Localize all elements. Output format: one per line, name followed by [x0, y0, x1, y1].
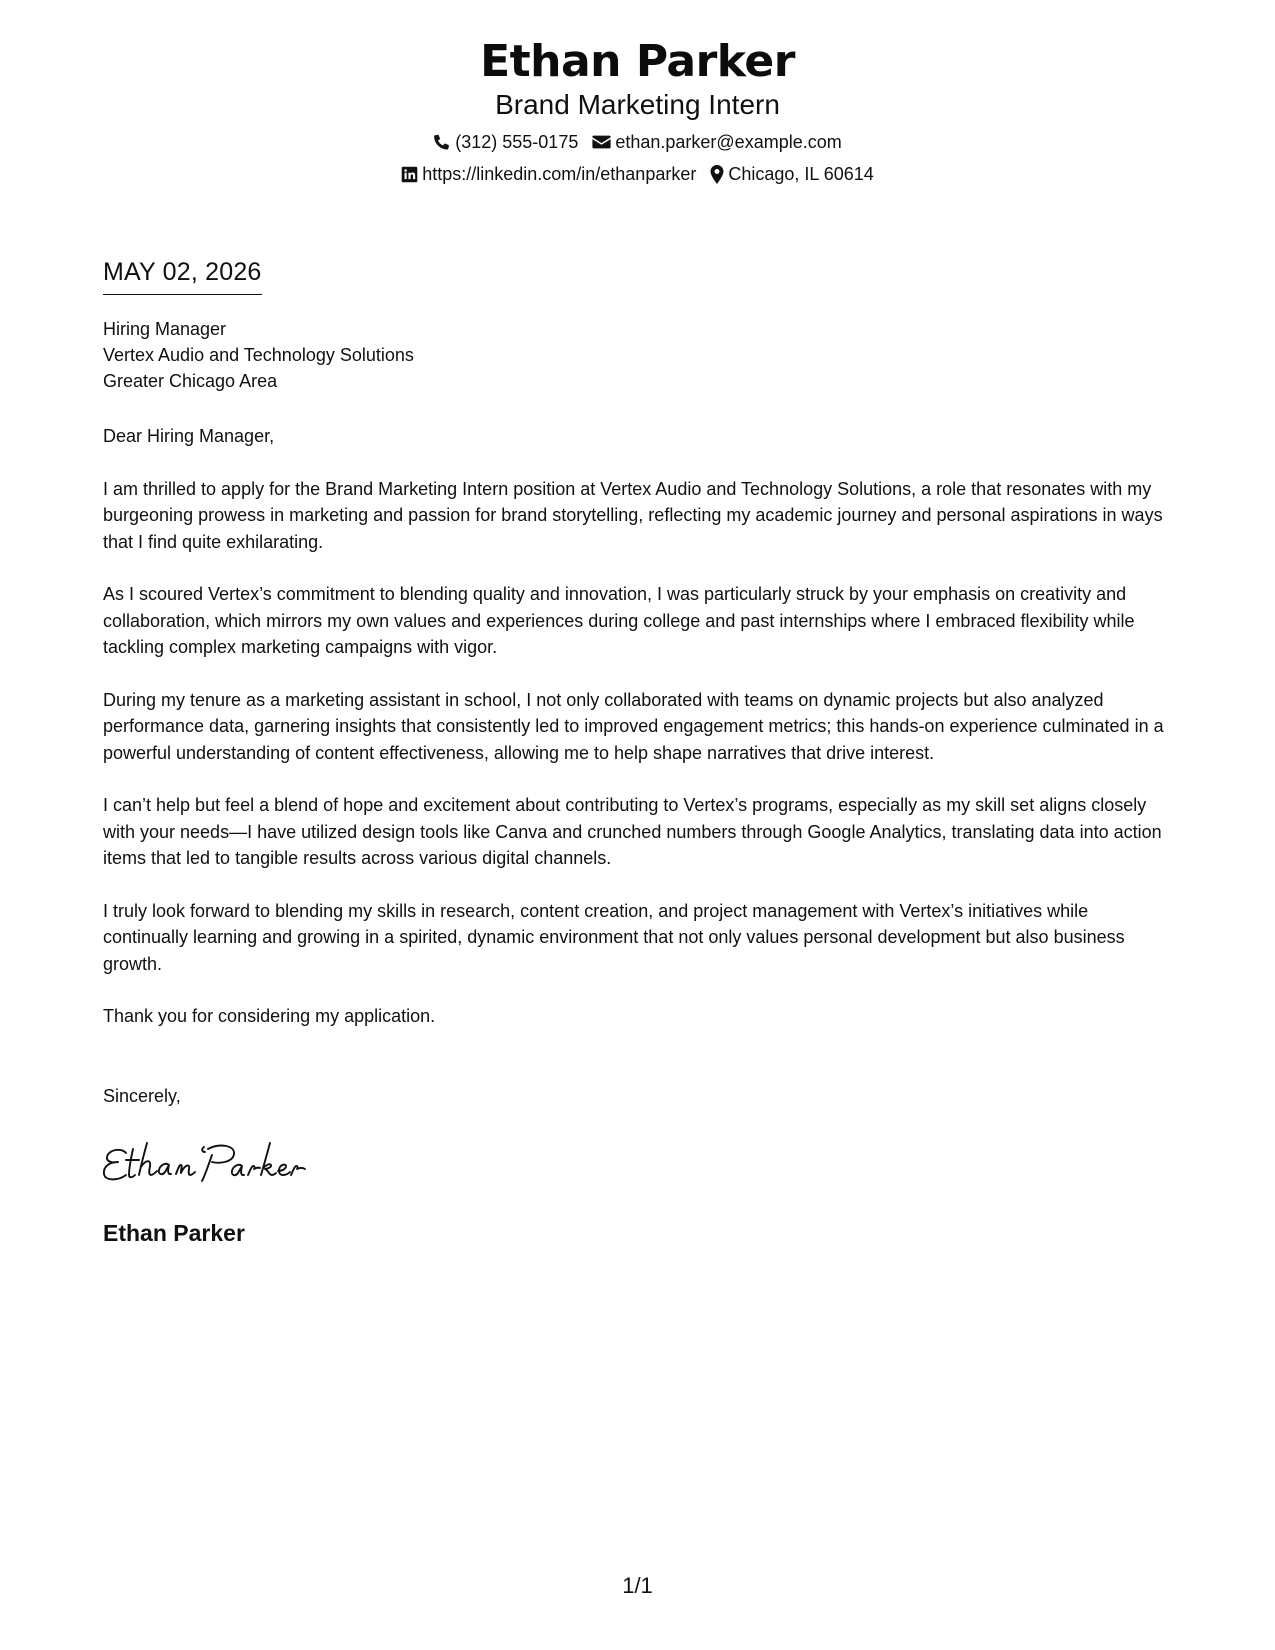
linkedin-text[interactable]: https://linkedin.com/in/ethanparker	[422, 164, 697, 184]
body-paragraph: I truly look forward to blending my skills in research, content creation, and project management with Vertex’s initiatives while continually learning and growing in a spirited, dynamic environment that not only values personal development but also business growth.	[103, 900, 1125, 974]
recipient-line: Greater Chicago Area	[103, 371, 278, 391]
signer-name: Ethan Parker	[103, 1220, 245, 1246]
location-text: Chicago, IL 60614	[728, 164, 874, 184]
applicant-name: Ethan Parker	[480, 36, 795, 87]
contact-row-2	[0, 162, 1275, 186]
body-paragraph: During my tenure as a marketing assistant in school, I not only collaborated with teams on dynamic projects but also analyzed performance data, garnering insights that consistently led to improved engagement metrics; this hands-on experience culminated in a powerful understanding of content effectiveness, allowing me to help shape narratives that drive interest.	[103, 689, 1164, 763]
signature-graphic	[100, 1135, 330, 1191]
phone-icon	[433, 133, 451, 151]
letter-header	[0, 36, 1275, 186]
letter-date: MAY 02, 2026	[103, 256, 262, 295]
contact-location	[710, 162, 873, 186]
body-paragraph: I am thrilled to apply for the Brand Marketing Intern position at Vertex Audio and Technology Solutions, a role that resonates with my burgeoning prowess in marketing and passion for brand storytelling, reflecting my academic journey and personal aspirations in ways that I find quite exhilarating.	[103, 478, 1163, 552]
envelope-icon	[592, 134, 611, 150]
handwritten-signature	[100, 1135, 330, 1196]
thanks-line: Thank you for considering my application.	[103, 1006, 436, 1026]
closing: Sincerely,	[103, 1086, 181, 1106]
applicant-title: Brand Marketing Intern	[495, 89, 780, 120]
recipient-line: Hiring Manager	[103, 319, 227, 339]
salutation: Dear Hiring Manager,	[103, 426, 275, 446]
contact-linkedin	[401, 162, 696, 186]
recipient-block	[103, 316, 414, 394]
contact-email	[592, 130, 841, 154]
linkedin-icon	[401, 166, 418, 183]
letter-body	[103, 423, 1178, 1056]
contact-row-1	[0, 130, 1275, 154]
body-paragraph: I can’t help but feel a blend of hope and excitement about contributing to Vertex’s programs, especially as my skill set aligns closely with your needs—I have utilized design tools like Canva and crunched numbers through Google Analytics, translating data into action items that led to tangible results across various digital channels.	[103, 795, 1162, 868]
phone-text[interactable]: (312) 555-0175	[455, 132, 579, 152]
email-text[interactable]: ethan.parker@example.com	[615, 132, 842, 152]
recipient-line: Vertex Audio and Technology Solutions	[103, 345, 414, 365]
contact-phone	[433, 130, 578, 154]
map-pin-icon	[710, 165, 724, 184]
body-paragraph: As I scoured Vertex’s commitment to blending quality and innovation, I was particularly struck by your emphasis on creativity and collaboration, which mirrors my own values and experiences during college and past internships where I embraced flexibility while tackling complex marketing campaigns with vigor.	[103, 584, 1135, 657]
page-number: 1/1	[622, 1573, 653, 1598]
